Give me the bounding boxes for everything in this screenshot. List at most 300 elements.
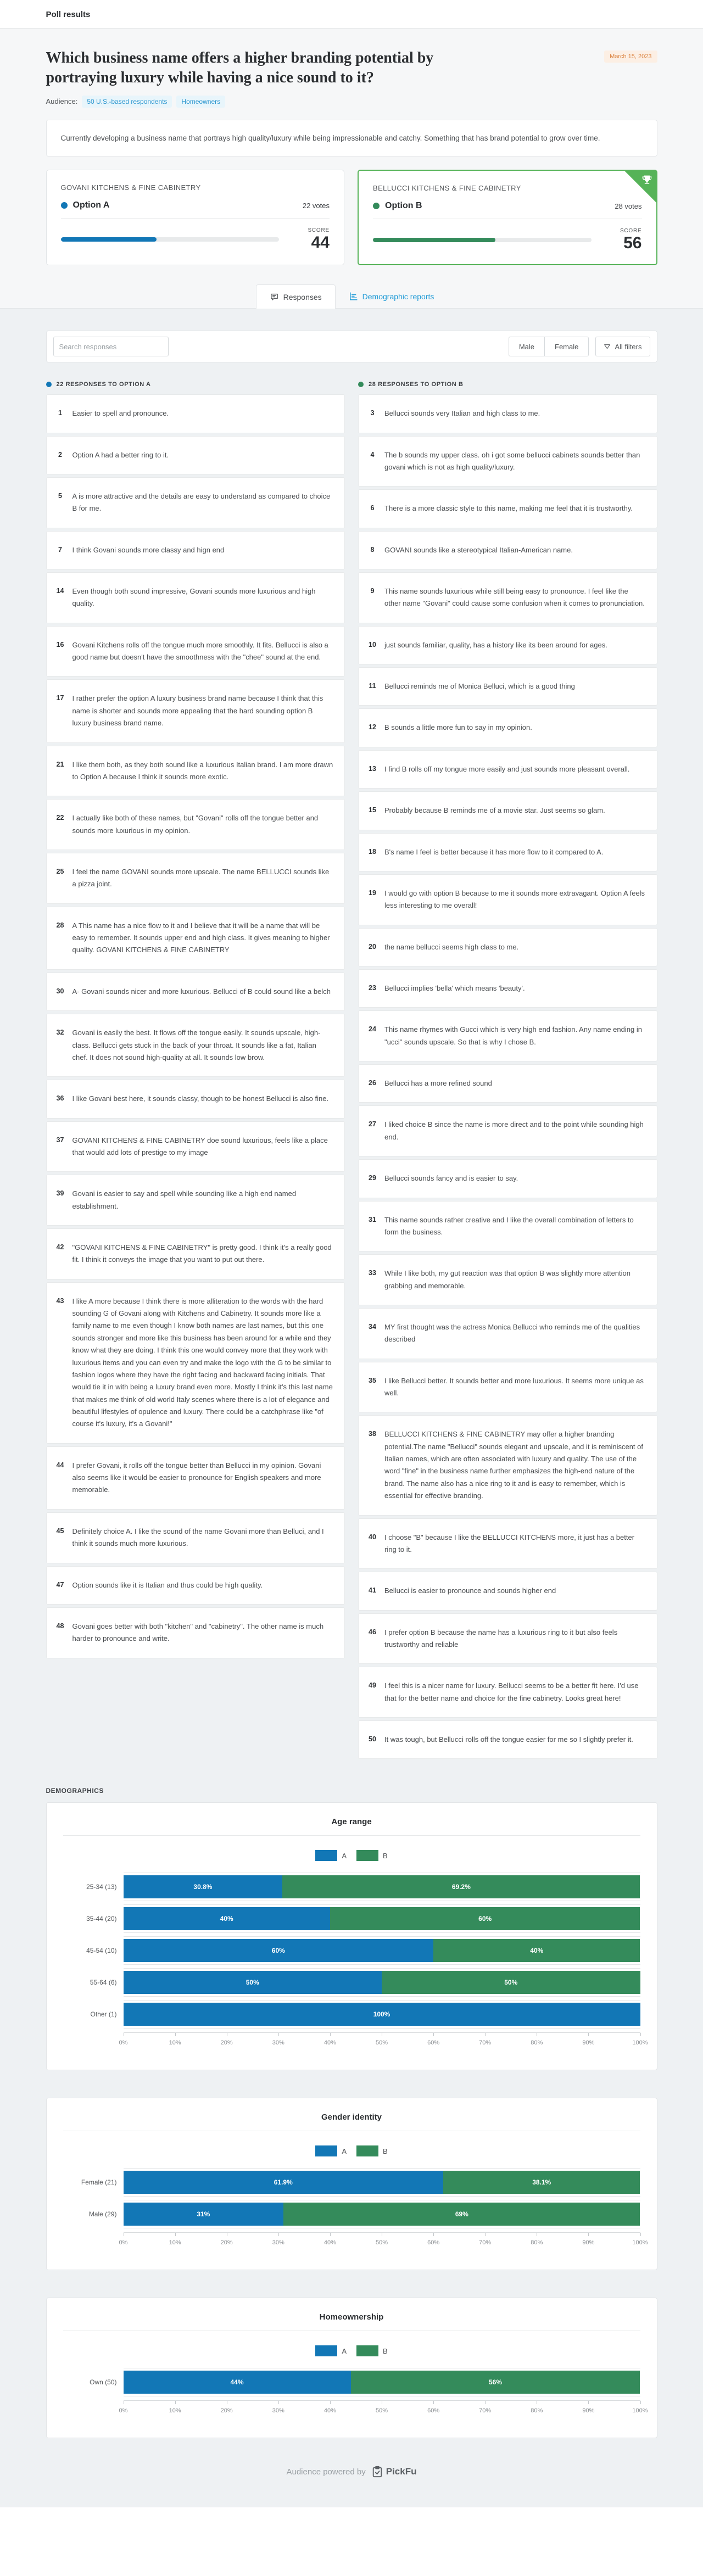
poll-date-badge: March 15, 2023 [604, 51, 657, 63]
response-number: 47 [56, 1580, 64, 1589]
axis-tick-mark [175, 2033, 176, 2036]
response-number: 25 [56, 868, 64, 875]
response-text: MY first thought was the actress Monica Bellucci who reminds me of the qualities described [384, 1322, 640, 1344]
response-number: 33 [369, 1269, 376, 1277]
response-card [46, 1607, 345, 1658]
bar-category-label: Female (21) [81, 2178, 117, 2187]
response-card [358, 1105, 657, 1156]
response-text: I find B rolls off my tongue more easily and just sounds more pleasant overall. [384, 764, 630, 773]
response-text: Bellucci implies 'bella' which means 'beauty'. [384, 984, 525, 992]
response-text: I like them both, as they both sound like a luxurious Italian brand. I am more drawn to Option A because I think it sounds more exotic. [72, 760, 333, 781]
response-card [358, 928, 657, 966]
axis-tick-label: 30% [272, 2239, 284, 2247]
response-card [46, 746, 345, 797]
bar-segment-a: 60% [124, 1939, 434, 1962]
response-text: Bellucci sounds fancy and is easier to say. [384, 1174, 518, 1183]
tab-demographic-reports[interactable] [336, 284, 448, 308]
response-text: A- Govani sounds nicer and more luxurious. Bellucci of B could sound like a belch [72, 987, 331, 996]
response-text: "GOVANI KITCHENS & FINE CABINETRY" is pretty good. I think it's a really good fit. I think it conveys the image that you want to put out there. [72, 1243, 332, 1264]
response-card [358, 1720, 657, 1759]
bar-segment-a: 100% [124, 2003, 640, 2026]
response-text: Bellucci is easier to pronounce and sounds higher end [384, 1586, 556, 1595]
response-number: 34 [369, 1322, 376, 1331]
bar-category-label: Other (1) [90, 2010, 117, 2019]
response-card [358, 394, 657, 433]
response-card [46, 436, 345, 474]
option-a-score-bar [61, 237, 280, 242]
chart-bar-row [63, 2198, 640, 2230]
tab-demographics-label: Demographic reports [362, 292, 434, 301]
bar-stack [124, 1907, 640, 1930]
all-filters-button[interactable] [595, 337, 650, 356]
response-text: Even though both sound impressive, Govani sounds more luxurious and high quality. [72, 587, 316, 608]
axis-track [119, 2400, 648, 2419]
poll-description-card [46, 120, 657, 157]
footer [46, 2466, 657, 2482]
response-text: I like Govani best here, it sounds classy, though to be honest Bellucci is also fine. [72, 1094, 329, 1103]
response-text: Option sounds like it is Italian and thus could be high quality. [72, 1580, 263, 1589]
response-number: 11 [369, 682, 376, 690]
response-card [358, 708, 657, 747]
chart-title: Homeownership [63, 2312, 640, 2331]
response-text: A This name has a nice flow to it and I believe that it will be a name that will be easy to remember. It sounds upper end and high class. It gives meaning to higher quality. GOVANI KITCHENS & FINE CABINETRY [72, 921, 330, 954]
axis-tick-mark [175, 2233, 176, 2236]
bar-stack [124, 1875, 640, 1898]
response-card [358, 1201, 657, 1252]
response-card [46, 1282, 345, 1444]
filter-female-button[interactable]: Female [545, 337, 589, 356]
legend-item [315, 1850, 347, 1861]
axis-tick-mark [330, 2033, 331, 2036]
pickfu-logo-text: PickFu [386, 2466, 417, 2477]
clipboard-check-icon [371, 2466, 383, 2478]
response-card [46, 799, 345, 850]
response-card [46, 679, 345, 742]
axis-tick-label: 50% [375, 2407, 388, 2415]
bar-segment-a: 44% [124, 2371, 351, 2394]
bar-slot [124, 1968, 640, 1997]
response-card [46, 973, 345, 1011]
response-number: 43 [56, 1297, 64, 1305]
chart-bar-row [63, 1998, 640, 2030]
response-number: 35 [369, 1376, 376, 1384]
axis-tick-label: 0% [119, 2239, 128, 2247]
response-number: 8 [370, 545, 375, 554]
chart-card-gender-identity [46, 2098, 657, 2270]
chart-bar-row [63, 1935, 640, 1966]
axis-tick-mark [330, 2401, 331, 2404]
response-text: Bellucci has a more refined sound [384, 1079, 492, 1088]
response-card [46, 626, 345, 677]
response-number: 28 [56, 921, 64, 929]
response-number: 20 [369, 942, 376, 951]
response-number: 22 [56, 814, 64, 822]
response-text: GOVANI KITCHENS & FINE CABINETRY doe sound luxurious, feels like a place that would add lots of prestige to my image [72, 1136, 328, 1156]
response-number: 16 [56, 640, 64, 649]
response-number: 18 [369, 847, 376, 856]
bar-category-label: 45-54 (10) [86, 1947, 117, 1955]
response-text: A is more attractive and the details are easy to understand as compared to choice B for me. [72, 491, 331, 513]
axis-tick-label: 100% [632, 2039, 648, 2047]
axis-spacer [63, 2032, 124, 2051]
chart-bar-row [63, 1903, 640, 1935]
axis-tick-mark [640, 2033, 641, 2036]
response-card [358, 667, 657, 706]
axis-tick-mark [485, 2033, 486, 2036]
response-text: The b sounds my upper class. oh i got some bellucci cabinets sounds better than govani which is not as high quality/luxury. [384, 450, 640, 471]
response-card [358, 833, 657, 871]
all-filters-label: All filters [615, 342, 642, 351]
axis-tick-label: 90% [582, 2039, 595, 2047]
axis-tick-mark [433, 2033, 434, 2036]
legend-swatch-b [356, 2145, 378, 2156]
response-card [358, 1159, 657, 1198]
response-card [46, 394, 345, 433]
response-card [46, 477, 345, 528]
axis-tick-label: 90% [582, 2407, 595, 2415]
gender-filter-group [509, 337, 589, 356]
bar-segment-b: 38.1% [443, 2171, 640, 2194]
axis-tick-label: 80% [531, 2407, 543, 2415]
axis-tick-label: 40% [323, 2239, 336, 2247]
legend-swatch-b [356, 1850, 378, 1861]
response-number: 17 [56, 694, 64, 702]
response-card [358, 1362, 657, 1413]
legend-swatch-a [315, 2345, 337, 2356]
option-a-score-value: 44 [311, 233, 330, 252]
response-text: Easier to spell and pronounce. [72, 409, 169, 418]
option-b-name: BELLUCCI KITCHENS & FINE CABINETRY [373, 184, 521, 193]
bottom-spacer [0, 2507, 703, 2576]
chart-card-age-range [46, 1802, 657, 2070]
bar-slot [124, 1873, 640, 1901]
response-card [358, 1613, 657, 1664]
bar-category-label: Male (29) [88, 2210, 117, 2219]
bar-slot [124, 2000, 640, 2029]
response-card [46, 1512, 345, 1563]
poll-question-title: Which business name offers a higher branding potential by portraying luxury while having a nice sound to it? [46, 49, 434, 86]
axis-tick-label: 40% [323, 2039, 336, 2047]
speech-bubble-icon [270, 292, 279, 301]
response-number: 50 [369, 1735, 376, 1744]
bar-category-label: 35-44 (20) [86, 1915, 117, 1923]
axis-tick-label: 40% [323, 2407, 336, 2415]
response-card [358, 750, 657, 789]
option-b-label: Option B [385, 201, 422, 211]
response-text: Govani is easier to say and spell while sounding like a high end named establishment. [72, 1189, 297, 1210]
axis-track [119, 2232, 648, 2251]
response-card [358, 1667, 657, 1718]
bar-stack [124, 2203, 640, 2226]
response-text: I actually like both of these names, but "Govani" rolls off the tongue better and sounds more luxurious in my opinion. [72, 814, 319, 835]
response-card [358, 489, 657, 528]
response-card [358, 572, 657, 623]
chart-axis [63, 2400, 648, 2419]
option-b-score-bar [373, 238, 592, 242]
response-text: This name sounds luxurious while still being easy to pronounce. I feel like the other name "Govani" could cause some confusion when it comes to pronunciation. [384, 587, 645, 608]
response-text: I think Govani sounds more classy and hign end [72, 545, 225, 554]
filter-male-button[interactable]: Male [509, 337, 545, 356]
bar-chart-icon [349, 292, 358, 301]
response-text: There is a more classic style to this name, making me feel that it is trustworthy. [384, 504, 633, 513]
legend-item [315, 2145, 347, 2156]
poll-description-text: Currently developing a business name that portrays high quality/luxury while being impressionable and catchy. Something that has brand potential to grow over time. [60, 133, 600, 142]
response-text: Probably because B reminds me of a movie star. Just seems so glam. [384, 806, 605, 815]
axis-tick-mark [640, 2401, 641, 2404]
chart-axis [63, 2032, 648, 2051]
response-number: 15 [369, 806, 376, 814]
bar-segment-a: 30.8% [124, 1875, 283, 1898]
bar-segment-b: 69% [283, 2203, 640, 2226]
response-card [358, 1518, 657, 1569]
response-number: 24 [369, 1025, 376, 1033]
option-b-score-value: 56 [623, 234, 642, 253]
response-number: 32 [56, 1029, 64, 1037]
axis-tick-label: 70% [479, 2239, 492, 2247]
axis-tick-mark [278, 2233, 279, 2236]
bar-stack [124, 1939, 640, 1962]
response-text: While I like both, my gut reaction was that option B was slightly more attention grabbing and memorable. [384, 1269, 631, 1290]
tab-responses-label: Responses [283, 292, 322, 301]
legend-swatch-b [356, 2345, 378, 2356]
response-number: 37 [56, 1136, 64, 1144]
option-a-card [46, 170, 345, 265]
legend-swatch-a [315, 2145, 337, 2156]
legend-item [356, 2345, 388, 2356]
bar-segment-a: 31% [124, 2203, 284, 2226]
demographics-heading: DEMOGRAPHICS [46, 1787, 104, 1795]
response-number: 30 [56, 987, 64, 995]
response-text: I rather prefer the option A luxury business brand name because I think that this name is shorter and sounds more appealing that the hard sounding option B luxury business brand name. [72, 694, 323, 728]
audience-chip-respondents[interactable]: 50 U.S.-based respondents [82, 96, 172, 108]
option-a-name: GOVANI KITCHENS & FINE CABINETRY [60, 183, 201, 192]
response-card [358, 874, 657, 925]
response-number: 46 [369, 1628, 376, 1636]
axis-tick-mark [433, 2401, 434, 2404]
axis-tick-label: 60% [427, 2239, 440, 2247]
search-input[interactable] [53, 337, 169, 356]
response-number: 42 [56, 1243, 64, 1251]
response-text: BELLUCCI KITCHENS & FINE CABINETRY may offer a higher branding potential.The name "Bellucci" sounds elegant and upscale, and it is reminiscent of Italian names, which are often associated with luxury and quality. The use of the word "fine" in the business name further emphasizes the high-end nature of the brand. The name also has a nice ring to it and is easy to remember, which is essential for effective branding. [384, 1430, 644, 1500]
axis-tick-label: 20% [220, 2407, 233, 2415]
legend-item [315, 2345, 347, 2356]
response-number: 1 [58, 409, 62, 417]
chart-legend [63, 2345, 640, 2356]
response-number: 6 [370, 504, 375, 512]
response-text: Option A had a better ring to it. [72, 450, 169, 459]
response-card [358, 436, 657, 487]
axis-tick-label: 0% [119, 2407, 128, 2415]
option-a-dot-icon [46, 382, 52, 387]
response-card [358, 791, 657, 830]
tab-responses[interactable] [256, 284, 336, 309]
legend-label: B [383, 2346, 388, 2355]
response-text: I feel this is a nicer name for luxury. Bellucci seems to be a better fit here. I'd use that for the better name and choice for the fine cabinetry. Looks great here! [384, 1681, 639, 1702]
response-number: 13 [369, 764, 376, 773]
funnel-icon [604, 343, 611, 350]
chart-card-homeownership [46, 2298, 657, 2438]
axis-tick-label: 50% [375, 2039, 388, 2047]
axis-tick-label: 50% [375, 2239, 388, 2247]
bar-segment-a: 40% [124, 1907, 330, 1930]
response-number: 3 [370, 409, 375, 417]
legend-label: A [342, 2147, 347, 2155]
axis-spacer [63, 2400, 124, 2419]
audience-chip-homeowners[interactable]: Homeowners [176, 96, 225, 108]
axis-tick-mark [278, 2401, 279, 2404]
response-number: 45 [56, 1527, 64, 1535]
response-number: 26 [369, 1079, 376, 1087]
response-text: GOVANI sounds like a stereotypical Italian-American name. [384, 545, 573, 554]
axis-tick-label: 100% [632, 2239, 648, 2247]
legend-label: A [342, 2346, 347, 2355]
response-number: 19 [369, 889, 376, 897]
response-number: 4 [370, 450, 375, 459]
response-card [358, 1415, 657, 1515]
response-number: 27 [369, 1120, 376, 1128]
bar-category-label: Own (50) [90, 2378, 117, 2387]
response-card [358, 1308, 657, 1359]
chart-title: Age range [63, 1817, 640, 1836]
question-section [0, 29, 703, 309]
response-number: 31 [369, 1215, 376, 1223]
response-number: 10 [369, 640, 376, 649]
bar-segment-b: 69.2% [282, 1875, 640, 1898]
chart-axis [63, 2232, 648, 2251]
bar-segment-b: 56% [351, 2371, 640, 2394]
response-card [358, 969, 657, 1008]
response-card [46, 1121, 345, 1172]
bar-segment-b: 60% [330, 1907, 640, 1930]
axis-tick-label: 60% [427, 2039, 440, 2047]
response-number: 14 [56, 587, 64, 595]
bar-segment-a: 50% [124, 1971, 382, 1994]
option-a-responses-header: 22 RESPONSES TO OPTION A [46, 381, 345, 388]
response-text: Bellucci reminds me of Monica Belluci, which is a good thing [384, 682, 575, 691]
response-number: 23 [369, 984, 376, 992]
option-a-votes: 22 votes [302, 201, 330, 210]
response-text: I prefer option B because the name has a luxurious ring to it but also feels trustworthy and reliable [384, 1628, 618, 1649]
bar-stack [124, 2003, 640, 2026]
response-card [358, 626, 657, 664]
response-number: 38 [369, 1430, 376, 1438]
response-card [46, 1014, 345, 1077]
legend-swatch-a [315, 1850, 337, 1861]
axis-tick-mark [330, 2233, 331, 2236]
option-b-score-caption: SCORE [620, 228, 642, 234]
bar-segment-b: 40% [433, 1939, 640, 1962]
chart-legend [63, 2145, 640, 2156]
response-card [46, 1446, 345, 1510]
response-card [46, 531, 345, 569]
response-text: I like Bellucci better. It sounds better and more luxurious. It seems more unique as well. [384, 1376, 644, 1398]
bar-stack [124, 2171, 640, 2194]
response-card [46, 907, 345, 970]
axis-tick-mark [588, 2033, 589, 2036]
response-text: I choose "B" because I like the BELLUCCI KITCHENS more, it just has a better ring to it. [384, 1533, 635, 1554]
response-card [46, 572, 345, 623]
bar-category-label: 55-64 (6) [90, 1979, 117, 1987]
option-b-votes: 28 votes [615, 202, 642, 210]
response-number: 44 [56, 1461, 64, 1469]
legend-item [356, 2145, 388, 2156]
axis-tick-label: 80% [531, 2239, 543, 2247]
legend-item [356, 1850, 388, 1861]
axis-tick-label: 90% [582, 2239, 595, 2247]
response-number: 39 [56, 1189, 64, 1198]
response-card [46, 1175, 345, 1226]
chart-legend [63, 1850, 640, 1861]
axis-tick-label: 20% [220, 2239, 233, 2247]
bar-stack [124, 1971, 640, 1994]
response-text: I feel the name GOVANI sounds more upscale. The name BELLUCCI sounds like a pizza joint. [72, 868, 330, 889]
response-text: Bellucci sounds very Italian and high class to me. [384, 409, 540, 418]
response-text: the name bellucci seems high class to me. [384, 942, 519, 951]
option-a-dot-icon [61, 202, 68, 209]
option-b-responses-column [358, 381, 657, 1762]
response-text: just sounds familiar, quality, has a history like its been around for ages. [384, 640, 607, 649]
bar-slot [124, 2368, 640, 2396]
response-text: It was tough, but Bellucci rolls off the tongue easier for me so I slightly prefer it. [384, 1735, 633, 1744]
option-a-score-caption: SCORE [308, 227, 330, 234]
chart-bar-row [63, 1871, 640, 1903]
response-text: B's name I feel is better because it has more flow to it compared to A. [384, 847, 604, 856]
bar-slot [124, 1936, 640, 1965]
legend-label: B [383, 1851, 388, 1860]
bar-slot [124, 2200, 640, 2228]
option-a-label: Option A [72, 200, 110, 210]
axis-tick-label: 100% [632, 2407, 648, 2415]
page-title: Poll results [46, 10, 91, 19]
option-b-dot-icon [373, 203, 380, 209]
axis-tick-label: 70% [479, 2407, 492, 2415]
chart-title: Gender identity [63, 2113, 640, 2131]
response-number: 2 [58, 450, 62, 459]
response-card [358, 1064, 657, 1103]
trophy-icon [641, 175, 652, 186]
option-b-card [358, 170, 657, 265]
response-text: This name rhymes with Gucci which is very high end fashion. Any name ending in "ucci" sounds upscale. So that is why I chose B. [384, 1025, 642, 1046]
chart-bar-row [63, 1966, 640, 1998]
axis-tick-label: 70% [479, 2039, 492, 2047]
bar-slot [124, 1904, 640, 1933]
response-number: 7 [58, 545, 62, 554]
option-a-responses-column [46, 381, 345, 1762]
response-card [358, 531, 657, 569]
filter-bar [46, 331, 657, 362]
results-panel [0, 309, 703, 2507]
response-number: 49 [369, 1681, 376, 1690]
option-b-responses-header: 28 RESPONSES TO OPTION B [358, 381, 657, 388]
response-number: 5 [58, 491, 62, 500]
response-text: I would go with option B because to me it sounds more extravagant. Option A feels less interesting to me overall! [384, 889, 645, 910]
axis-tick-mark [588, 2233, 589, 2236]
response-text: I liked choice B since the name is more direct and to the point while sounding high end. [384, 1120, 644, 1141]
response-number: 40 [369, 1533, 376, 1541]
axis-tick-mark [175, 2401, 176, 2404]
pickfu-logo[interactable] [371, 2466, 417, 2478]
response-number: 48 [56, 1622, 64, 1630]
axis-tick-label: 10% [169, 2039, 181, 2047]
response-number: 41 [369, 1586, 376, 1595]
axis-tick-mark [485, 2401, 486, 2404]
response-text: I prefer Govani, it rolls off the tongue better than Bellucci in my opinion. Govani also seems like it would be easier to pronounce for English speakers and more memorable. [72, 1461, 321, 1494]
bar-slot [124, 2168, 640, 2197]
chart-bar-row [63, 2366, 640, 2398]
response-card [46, 853, 345, 904]
axis-tick-mark [485, 2233, 486, 2236]
chart-bar-row [63, 2166, 640, 2198]
